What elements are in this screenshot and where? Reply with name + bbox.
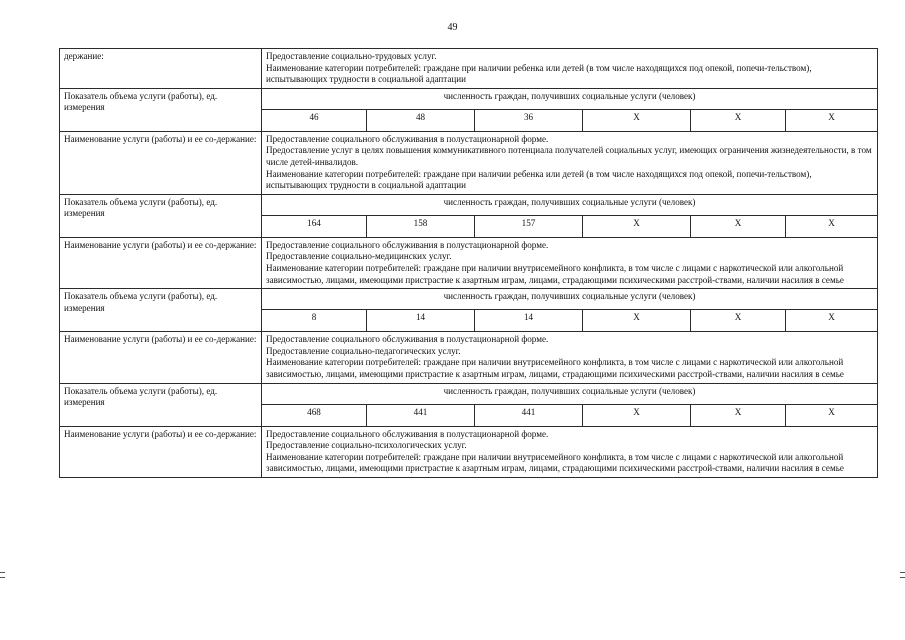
service-description-row — [60, 131, 878, 194]
volume-value-cell: X — [583, 109, 691, 131]
volume-value-cell: X — [583, 215, 691, 237]
service-description-row — [60, 332, 878, 383]
volume-value-cell: 157 — [475, 215, 583, 237]
volume-value-cell: X — [691, 109, 786, 131]
volume-indicator-row — [60, 289, 878, 310]
volume-unit-header: численность граждан, получивших социальные услуги (человек) — [262, 383, 878, 404]
service-description-line: Предоставление социального обслуживания в полустационарной форме. — [266, 334, 549, 345]
volume-value-cell: 46 — [262, 109, 367, 131]
volume-value-cell: X — [691, 310, 786, 332]
volume-value-cell: 441 — [475, 404, 583, 426]
service-description-line: Предоставление социально-педагогических услуг. — [266, 345, 461, 356]
service-description-line: Наименование категории потребителей: граждане при наличии ребенка или детей (в том числе находящихся под опекой, попечи-тельством), испытывающих трудности в социальной адаптации — [266, 62, 812, 85]
volume-unit-header: численность граждан, получивших социальные услуги (человек) — [262, 289, 878, 310]
service-description-row — [60, 237, 878, 288]
service-description-line: Предоставление социально-медицинских услуг. — [266, 251, 452, 262]
volume-value-cell: 14 — [367, 310, 475, 332]
volume-value-cell: X — [583, 310, 691, 332]
service-description-row — [60, 49, 878, 89]
volume-value-cell: X — [786, 109, 878, 131]
services-table — [59, 48, 878, 478]
service-description-line: Предоставление социального обслуживания в полустационарной форме. — [266, 133, 549, 144]
volume-value-cell: X — [583, 404, 691, 426]
volume-value-cell: 8 — [262, 310, 367, 332]
service-description-line: Предоставление социально-трудовых услуг. — [266, 51, 437, 61]
volume-value-cell: 14 — [475, 310, 583, 332]
right-edge-mark — [900, 572, 905, 578]
volume-value-cell: 158 — [367, 215, 475, 237]
service-description-line: Наименование категории потребителей: граждане при наличии внутрисемейного конфликта, в том числе с лицами с наркотической или алкогольной зависимостью, лицами, имеющими пристрастие к азартным играм, лицами, страдающими психическими расстрой-ствами, наличии насилия в семье — [266, 451, 844, 474]
volume-value-cell: 441 — [367, 404, 475, 426]
page-number: 49 — [447, 22, 458, 33]
volume-indicator-label: Показатель объема услуги (работы), ед. измерения — [60, 383, 262, 426]
service-name-label: Наименование услуги (работы) и ее со-держание: — [60, 426, 262, 477]
volume-value-cell: 48 — [367, 109, 475, 131]
service-name-label: Наименование услуги (работы) и ее со-держание: — [60, 131, 262, 194]
service-description-line: Предоставление услуг в целях повышения коммуникативного потенциала получателей социальных услуг, имеющих ограничения жизнедеятельности, в том числе детей-инвалидов. — [266, 145, 872, 167]
service-name-label: держание: — [60, 49, 262, 89]
service-description-line: Предоставление социально-психологических услуг. — [266, 440, 467, 451]
volume-value-cell: X — [786, 215, 878, 237]
volume-indicator-row — [60, 194, 878, 215]
volume-value-cell: 36 — [475, 109, 583, 131]
service-description — [262, 49, 878, 89]
volume-indicator-label: Показатель объема услуги (работы), ед. измерения — [60, 88, 262, 131]
service-name-label: Наименование услуги (работы) и ее со-держание: — [60, 332, 262, 383]
volume-indicator-row — [60, 383, 878, 404]
volume-value-cell: X — [691, 215, 786, 237]
volume-value-cell: X — [786, 404, 878, 426]
volume-value-cell: X — [691, 404, 786, 426]
service-description — [262, 426, 878, 477]
service-description — [262, 237, 878, 288]
service-description-line: Наименование категории потребителей: граждане при наличии ребенка или детей (в том числе находящихся под опекой, попечи-тельством), испытывающих трудности в социальной адаптации — [266, 168, 812, 191]
volume-indicator-label: Показатель объема услуги (работы), ед. измерения — [60, 289, 262, 332]
volume-value-cell: 164 — [262, 215, 367, 237]
service-description-line: Предоставление социального обслуживания в полустационарной форме. — [266, 428, 549, 439]
service-description — [262, 332, 878, 383]
volume-unit-header: численность граждан, получивших социальные услуги (человек) — [262, 88, 878, 109]
service-name-label: Наименование услуги (работы) и ее со-держание: — [60, 237, 262, 288]
service-description-row — [60, 426, 878, 477]
volume-indicator-row — [60, 88, 878, 109]
service-description-line: Наименование категории потребителей: граждане при наличии внутрисемейного конфликта, в том числе с лицами с наркотической или алкогольной зависимостью, лицами, имеющими пристрастие к азартным играм, лицами, страдающими психическими расстрой-ствами, наличии насилия в семье — [266, 357, 844, 379]
left-edge-mark — [0, 572, 5, 578]
volume-indicator-label: Показатель объема услуги (работы), ед. измерения — [60, 194, 262, 237]
volume-value-cell: 468 — [262, 404, 367, 426]
services-table-body — [60, 49, 878, 478]
volume-value-cell: X — [786, 310, 878, 332]
service-description-line: Наименование категории потребителей: граждане при наличии внутрисемейного конфликта, в том числе с лицами с наркотической или алкогольной зависимостью, лицами, имеющими пристрастие к азартным играм, лицами, страдающими психическими расстрой-ствами, наличии насилия в семье — [266, 262, 844, 285]
service-description-line: Предоставление социального обслуживания в полустационарной форме. — [266, 239, 549, 250]
service-description — [262, 131, 878, 194]
volume-unit-header: численность граждан, получивших социальные услуги (человек) — [262, 194, 878, 215]
